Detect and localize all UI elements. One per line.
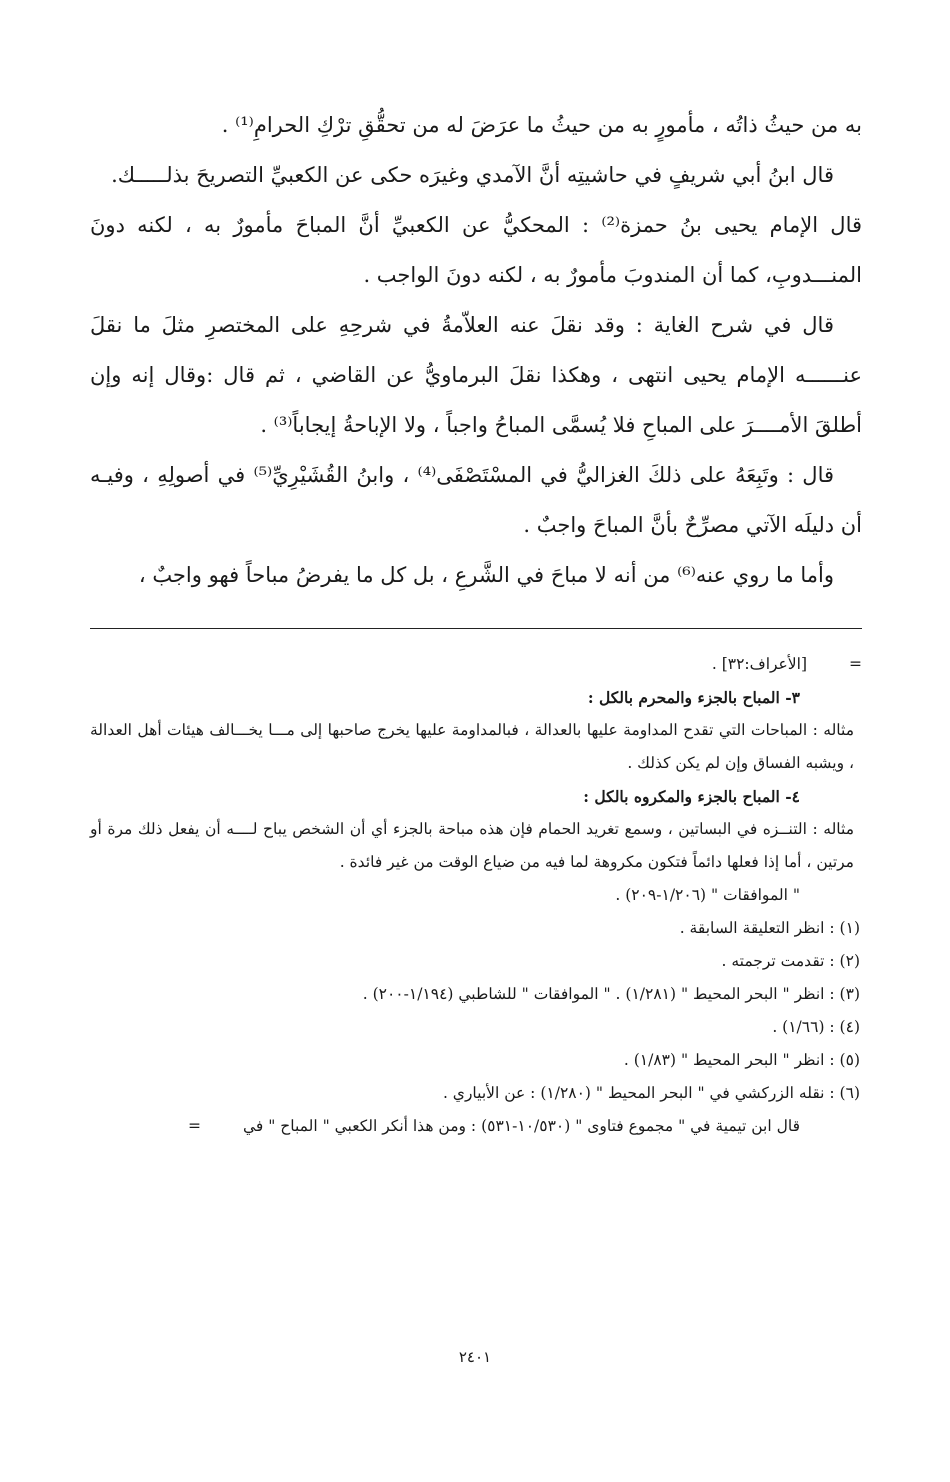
- continuing-note: [90, 1110, 862, 1143]
- paragraph-1: به من حيثُ ذاتُه ، مأمورٍ به من حيثُ ما عرَضَ له من تحقُّقِ ترْكِ الحرامِ⁽¹⁾ .: [221, 113, 862, 137]
- paragraph-6: وأما ما روي عنه⁽⁶⁾ من أنه لا مباحَ في الشَّرعِ ، بل كل ما يفرضُ مباحاً فهو واجبٌ ،: [138, 563, 834, 587]
- continuing-note-text: قال ابن تيمية في " مجموع فتاوى " (١٠/٥٣٠-٥٣١) : ومن هذا أنكر الكعبي " المباح " في: [242, 1117, 800, 1135]
- section-heading-4: ٤- المباح بالجزء والمكروه بالكل :: [583, 787, 800, 806]
- footnote-separator: [90, 628, 862, 629]
- page-number: ٢٤٠١: [458, 1348, 492, 1366]
- footnote-2: (٢) : تقدمت ترجمته .: [721, 952, 860, 970]
- section-heading-3: ٣- المباح بالجزء والمحرم بالكل :: [587, 688, 800, 707]
- footnote-6: (٦) : نقله الزركشي في " البحر المحيط " (١/٢٨٠) : عن الأبياري .: [442, 1084, 860, 1102]
- continued-note: [90, 648, 862, 681]
- continued-note-text: [الأعراف:٣٢] .: [711, 655, 807, 673]
- reference-line: " الموافقات " (١/٢٠٦-٢٠٩) .: [615, 886, 800, 904]
- footnotes: [90, 648, 862, 1143]
- footnote-4: (٤) : (١/٦٦) .: [772, 1018, 860, 1036]
- example-3: مثاله : المباحات التي تقدح المداومة عليها بالعدالة ، فبالمداومة عليها يخرج صاحبها إلى مـــا يخـــالف هيئات أهل العدالة ، ويشبه الفساق وإن لم يكن كذلك .: [90, 721, 854, 772]
- footnote-5: (٥) : انظر " البحر المحيط " (١/٨٣) .: [623, 1051, 860, 1069]
- footnote-1: (١) : انظر التعليقة السابقة .: [679, 919, 860, 937]
- continuation-mark: =: [849, 655, 862, 673]
- example-4: مثاله : التنــزه في البساتين ، وسمع تغريد الحمام فإن هذه مباحة بالجزء أي أن الشخص يباح لــــه أن يفعل ذلك مرة أو مرتين ، أما إذا فعلها دائماً فتكون مكروهة لما فيه من ضياع الوقت من غير فائدة .: [90, 820, 854, 871]
- continuation-mark-end: =: [187, 1117, 201, 1135]
- paragraph-5: قال : وتَبِعَهُ على ذلكَ الغزاليُّ في المسْتَصْفَى⁽⁴⁾ ، وابنُ القُشَيْرِيِّ⁽⁵⁾ في أصولِهِ ، وفيـه أن دليلَه الآتي مصرِّحٌ بأنَّ المباحَ واجبٌ .: [90, 463, 862, 537]
- paragraph-4: قال في شرح الغاية : وقد نقلَ عنه العلاّمةُ في شرحِهِ على المختصرِ مثلَ ما نقلَ عنــــــه الإمام يحيى انتهى ، وهكذا نقلَ البرماويُّ عن القاضي ، ثم قال :وقال إنه وإن أطلقَ الأمــــرَ على المباحِ فلا يُسمَّى المباحُ واجباً ، ولا الإباحةُ إيجاباً⁽³⁾ .: [90, 313, 862, 437]
- paragraph-3: قال الإمام يحيى بنُ حمزة⁽²⁾ : المحكيُّ عن الكعبيِّ أنَّ المباحَ مأمورٌ به ، لكنه دونَ المنـــدوبِ، كما أن المندوبَ مأمورٌ به ، لكنه دونَ الواجب .: [90, 213, 863, 287]
- paragraph-2: قال ابنُ أبي شريفٍ في حاشيتِه أنَّ الآمدي وغيرَه حكى عن الكعبيِّ التصريحَ بذلـــــك.: [111, 163, 834, 187]
- main-text: [90, 100, 862, 600]
- footnote-3: (٣) : انظر " البحر المحيط " (١/٢٨١) . " الموافقات " للشاطبي (١/١٩٤-٢٠٠) .: [362, 985, 860, 1003]
